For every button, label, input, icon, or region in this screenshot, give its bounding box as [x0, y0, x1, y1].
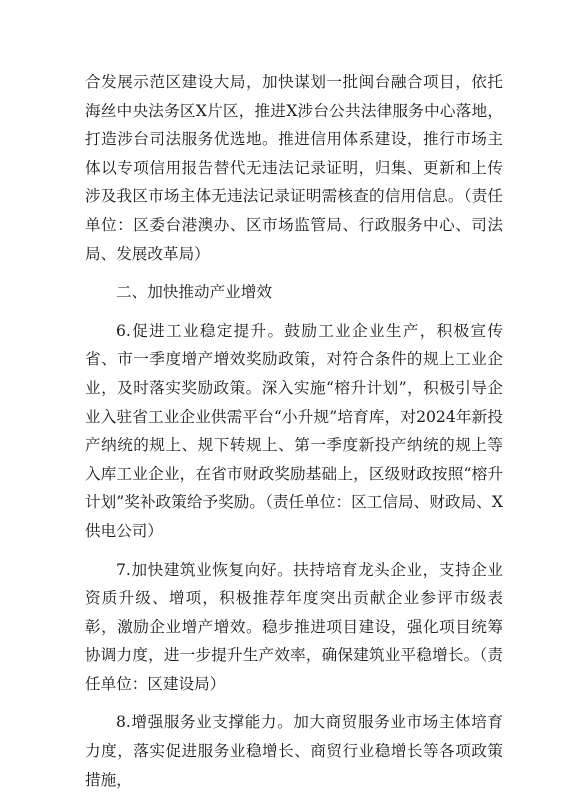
paragraph-item-6: 6.促进工业稳定提升。鼓励工业企业生产，积极宣传省、市一季度增产增效奖励政策，对符合条件的规上工业企业，及时落实奖励政策。深入实施“榕升计划”，积极引导企业入驻省工业企业供需平台“小升规”培育库，对2024年新投产纳统的规上、规下转规上、第一季度新投产纳统的规上等入库工业企业，在省市财政奖励基础上，区级财政按照“榕升计划”奖补政策给予奖励。（责任单位：区工信局、财政局、X供电公司）: [85, 321, 503, 540]
document-page: [85, 68, 503, 794]
paragraph-item-8: 8.增强服务业支撑能力。加大商贸服务业市场主体培育力度，落实促进服务业稳增长、商贸行业稳增长等各项政策措施，: [85, 713, 503, 789]
section-heading: 二、加快推动产业增效: [116, 283, 272, 302]
paragraph-continuation: 合发展示范区建设大局，加快谋划一批闽台融合项目，依托海丝中央法务区X片区，推进X涉台公共法律服务中心落地，打造涉台司法服务优选地。推进信用体系建设，推行市场主体以专项信用报告替代无违法记录证明，归集、更新和上传涉及我区市场主体无违法记录证明需核查的信用信息。（责任单位：区委台港澳办、区市场监管局、行政服务中心、司法局、发展改革局）: [85, 73, 503, 263]
paragraph-item-7: 7.加快建筑业恢复向好。扶持培育龙头企业，支持企业资质升级、增项，积极推荐年度突出贡献企业参评市级表彰，激励企业增产增效。稳步推进项目建设，强化项目统筹协调力度，进一步提升生产效率，确保建筑业平稳增长。（责任单位：区建设局）: [85, 560, 503, 693]
